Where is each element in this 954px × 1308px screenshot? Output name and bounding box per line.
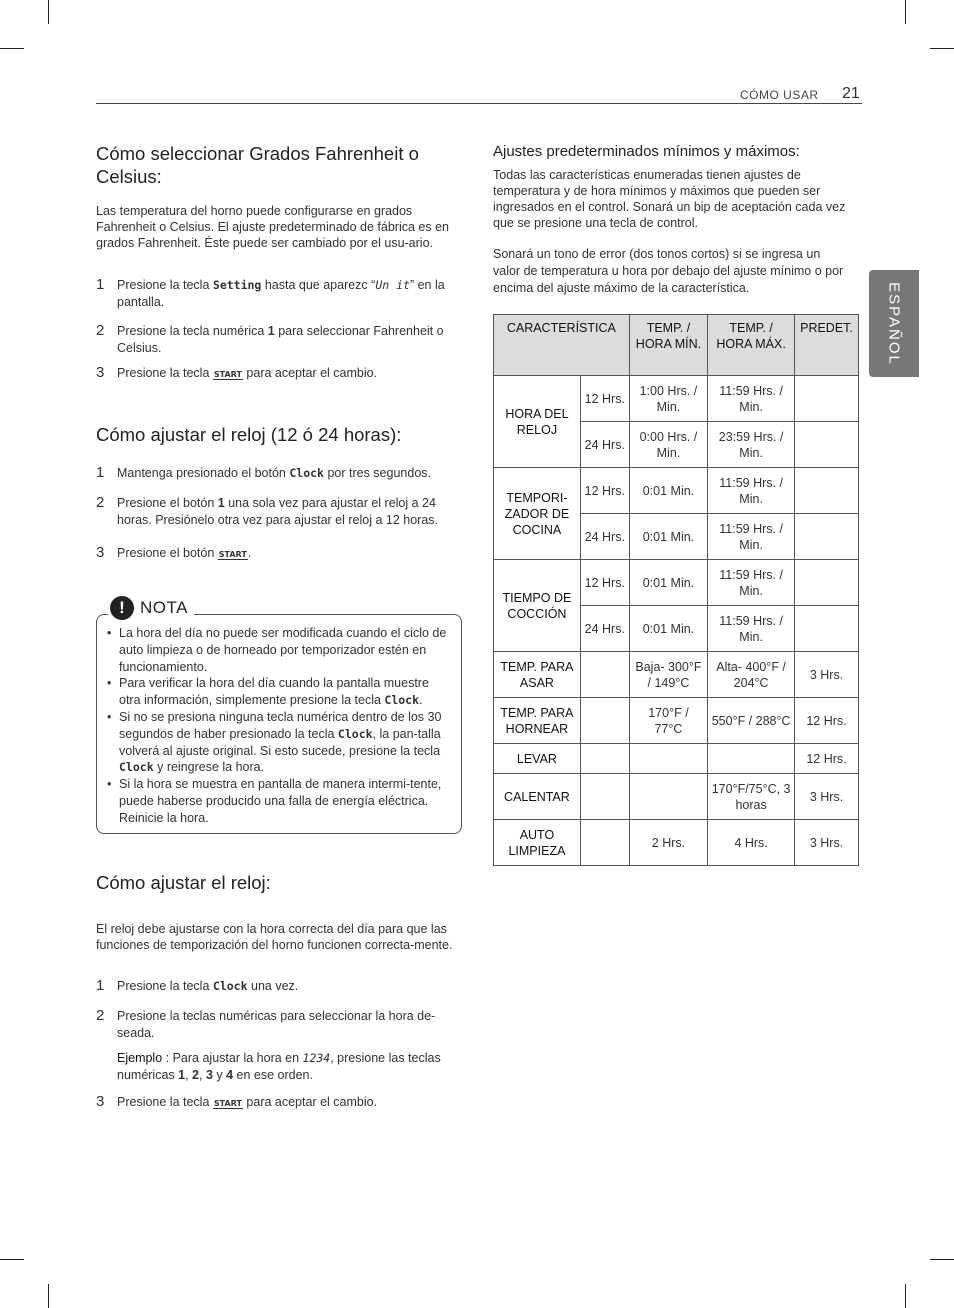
- table-cell: [795, 468, 859, 514]
- step-text: Presione el botón 1 una sola vez para ajustar el reloj a 24 horas. Presiónelo otra vez para ajustar el reloj a 12 horas.: [117, 496, 439, 527]
- table-cell: 12 Hrs.: [580, 376, 629, 422]
- example-label: Ejemplo: [117, 1051, 163, 1065]
- language-tab: [869, 270, 919, 377]
- crop-mark: [48, 0, 49, 24]
- table-cell: 24 Hrs.: [580, 422, 629, 468]
- note-list: [107, 625, 452, 827]
- table-cell: 11:59 Hrs. / Min.: [708, 560, 795, 606]
- table-cell: 12 Hrs.: [580, 468, 629, 514]
- number-key: 1: [217, 496, 225, 510]
- table-cell: 0:01 Min.: [629, 468, 708, 514]
- display-readout: 1234: [302, 1051, 331, 1065]
- header-rule: [96, 103, 862, 104]
- table-cell: 11:59 Hrs. / Min.: [708, 468, 795, 514]
- defaults-table: [493, 314, 859, 866]
- crop-mark: [0, 1259, 24, 1260]
- note-item: • Para verificar la hora del día cuando la pantalla muestre otra información, simplemente presione la tecla Clock.: [107, 675, 452, 709]
- clock-key: Clock: [212, 979, 248, 993]
- step-text: Presione la tecla Clock una vez.: [117, 979, 299, 993]
- table-cell: 170°F/75°C, 3 horas: [708, 774, 795, 820]
- section-title-defaults: Ajustes predeterminados mínimos y máximos:: [493, 143, 800, 160]
- step-number: 2: [96, 322, 105, 339]
- exclamation-icon: !: [110, 596, 134, 620]
- table-cell: 170°F / 77°C: [629, 698, 708, 744]
- table-cell: [580, 774, 629, 820]
- clock-key: Clock: [289, 466, 324, 480]
- table-cell: 11:59 Hrs. / Min.: [708, 376, 795, 422]
- section-intro-clock: El reloj debe ajustarse con la hora correcta del día para que las funciones de temporización del horno funcionen correcta-mente.: [96, 922, 453, 952]
- step-number: 3: [96, 1093, 105, 1110]
- note-item: • La hora del día no puede ser modificada cuando el ciclo de auto limpieza o de horneado por temporizador estén en funcionamiento.: [107, 625, 452, 675]
- number-key: 1: [267, 324, 275, 338]
- table-cell: Alta- 400°F / 204°C: [708, 652, 795, 698]
- table-cell-feature: AUTO LIMPIEZA: [494, 820, 581, 866]
- clock-key: Clock: [384, 693, 420, 708]
- table-row: [494, 698, 859, 744]
- table-cell: [708, 744, 795, 774]
- table-cell: 1:00 Hrs. / Min.: [629, 376, 708, 422]
- table-cell: 0:01 Min.: [629, 560, 708, 606]
- display-readout: Un it: [375, 278, 410, 292]
- table-cell: Baja- 300°F / 149°C: [629, 652, 708, 698]
- step-text: Mantenga presionado el botón Clock por tres segundos.: [117, 466, 431, 480]
- section-title-fahrenheit: Cómo seleccionar Grados Fahrenheit o Celsius:: [96, 143, 419, 187]
- table-cell-feature: TIEMPO DE COCCIÓN: [494, 560, 581, 652]
- step-text: Presione la tecla Setting hasta que aparezc “Un it” en la pantalla.: [117, 278, 445, 309]
- crop-mark: [0, 48, 24, 49]
- table-row: [494, 468, 859, 514]
- table-cell-feature: TEMPORI-ZADOR DE COCINA: [494, 468, 581, 560]
- crop-mark: [905, 1284, 906, 1308]
- table-header-cell: CARACTERÍSTICA: [494, 315, 630, 376]
- table-row: [494, 744, 859, 774]
- crop-mark: [48, 1284, 49, 1308]
- table-cell: 11:59 Hrs. / Min.: [708, 606, 795, 652]
- running-head: CÓMO USAR: [740, 88, 819, 102]
- start-key: START: [218, 550, 247, 559]
- table-row: [494, 560, 859, 606]
- table-cell-feature: TEMP. PARA HORNEAR: [494, 698, 581, 744]
- note-label: NOTA: [140, 598, 188, 617]
- table-cell: [795, 422, 859, 468]
- page-number: 21: [842, 85, 860, 102]
- table-cell: [580, 652, 629, 698]
- table-cell: [795, 514, 859, 560]
- table-cell: 24 Hrs.: [580, 514, 629, 560]
- table-cell: [580, 820, 629, 866]
- defaults-paragraph-1: Todas las características enumeradas tienen ajustes de temperatura y de hora mínimos y máximos que pueden ser ingresados en el control. Sonará un bip de aceptación cada vez que se presione una tecla de control.: [493, 168, 846, 230]
- section-intro-fahrenheit: Las temperatura del horno puede configurarse en grados Fahrenheit o Celsius. El ajuste predeterminado de fábrica es en grados Fahrenheit. Éste puede ser cambiado por el usu-ario.: [96, 204, 449, 250]
- table-cell: [795, 376, 859, 422]
- start-key: START: [213, 370, 242, 379]
- table-cell: 0:01 Min.: [629, 606, 708, 652]
- crop-mark: [905, 0, 906, 24]
- table-cell: [629, 774, 708, 820]
- table-cell: 2 Hrs.: [629, 820, 708, 866]
- table-header-cell: TEMP. / HORA MÁX.: [708, 315, 795, 376]
- note-item: • Si la hora se muestra en pantalla de manera intermi-tente, puede haberse producido una falla de energía eléctrica. Reinicie la hora.: [107, 776, 452, 826]
- step-number: 3: [96, 544, 105, 561]
- table-cell: [629, 744, 708, 774]
- table-cell: 550°F / 288°C: [708, 698, 795, 744]
- step-number: 1: [96, 977, 105, 994]
- table-cell-feature: HORA DEL RELOJ: [494, 376, 581, 468]
- step-number: 2: [96, 1007, 105, 1024]
- table-cell: [580, 698, 629, 744]
- defaults-paragraph-2: Sonará un tono de error (dos tonos cortos) si se ingresa un valor de temperatura u hora por debajo del ajuste mínimo o por encima del ajuste máximo de la característica.: [493, 247, 844, 295]
- table-cell-feature: CALENTAR: [494, 774, 581, 820]
- section-title-clock-format: Cómo ajustar el reloj (12 ó 24 horas):: [96, 424, 402, 445]
- step-text: Presione el botón START.: [117, 546, 252, 560]
- table-row: [494, 820, 859, 866]
- table-header-cell: PREDET.: [795, 315, 859, 376]
- table-cell: 3 Hrs.: [795, 652, 859, 698]
- step-number: 1: [96, 464, 105, 481]
- table-cell: [795, 560, 859, 606]
- step-text: Presione la tecla START para aceptar el cambio.: [117, 366, 378, 380]
- table-cell: 12 Hrs.: [580, 560, 629, 606]
- table-cell: 4 Hrs.: [708, 820, 795, 866]
- table-cell: 24 Hrs.: [580, 606, 629, 652]
- step-text: Presione la tecla START para aceptar el cambio.: [117, 1095, 378, 1109]
- clock-key: Clock: [337, 726, 373, 741]
- crop-mark: [930, 1259, 954, 1260]
- language-tab-label: ESPAÑOL: [885, 281, 903, 366]
- table-cell: 12 Hrs.: [795, 744, 859, 774]
- table-cell-feature: LEVAR: [494, 744, 581, 774]
- table-cell: [580, 744, 629, 774]
- table-cell: 0:00 Hrs. / Min.: [629, 422, 708, 468]
- table-header-row: [494, 315, 859, 376]
- table-row: [494, 652, 859, 698]
- step-number: 3: [96, 364, 105, 381]
- table-cell: 11:59 Hrs. / Min.: [708, 514, 795, 560]
- table-cell: 23:59 Hrs. / Min.: [708, 422, 795, 468]
- table-cell: 3 Hrs.: [795, 774, 859, 820]
- start-key: START: [213, 1099, 242, 1108]
- table-row: [494, 774, 859, 820]
- setting-key: Setting: [212, 278, 262, 292]
- table-header-cell: TEMP. / HORA MÍN.: [629, 315, 708, 376]
- note-item: • Si no se presiona ninguna tecla numérica dentro de los 30 segundos de haber presionado la tecla Clock, la pan-talla volverá al ajuste original. Si esto sucede, presione la tecla Clock y reingrese la hora.: [107, 709, 452, 776]
- note-header: [108, 596, 194, 620]
- step-number: 2: [96, 494, 105, 511]
- crop-mark: [930, 48, 954, 49]
- step-text: Presione la teclas numéricas para seleccionar la hora de-seada.: [117, 1009, 436, 1040]
- section-title-clock: Cómo ajustar el reloj:: [96, 872, 271, 893]
- step-number: 1: [96, 276, 105, 293]
- table-cell: [795, 606, 859, 652]
- table-cell: 3 Hrs.: [795, 820, 859, 866]
- table-cell: 12 Hrs.: [795, 698, 859, 744]
- table-cell: 0:01 Min.: [629, 514, 708, 560]
- table-cell-feature: TEMP. PARA ASAR: [494, 652, 581, 698]
- step-text: Presione la tecla numérica 1 para seleccionar Fahrenheit o Celsius.: [117, 324, 444, 355]
- table-row: [494, 376, 859, 422]
- clock-key: Clock: [119, 760, 154, 775]
